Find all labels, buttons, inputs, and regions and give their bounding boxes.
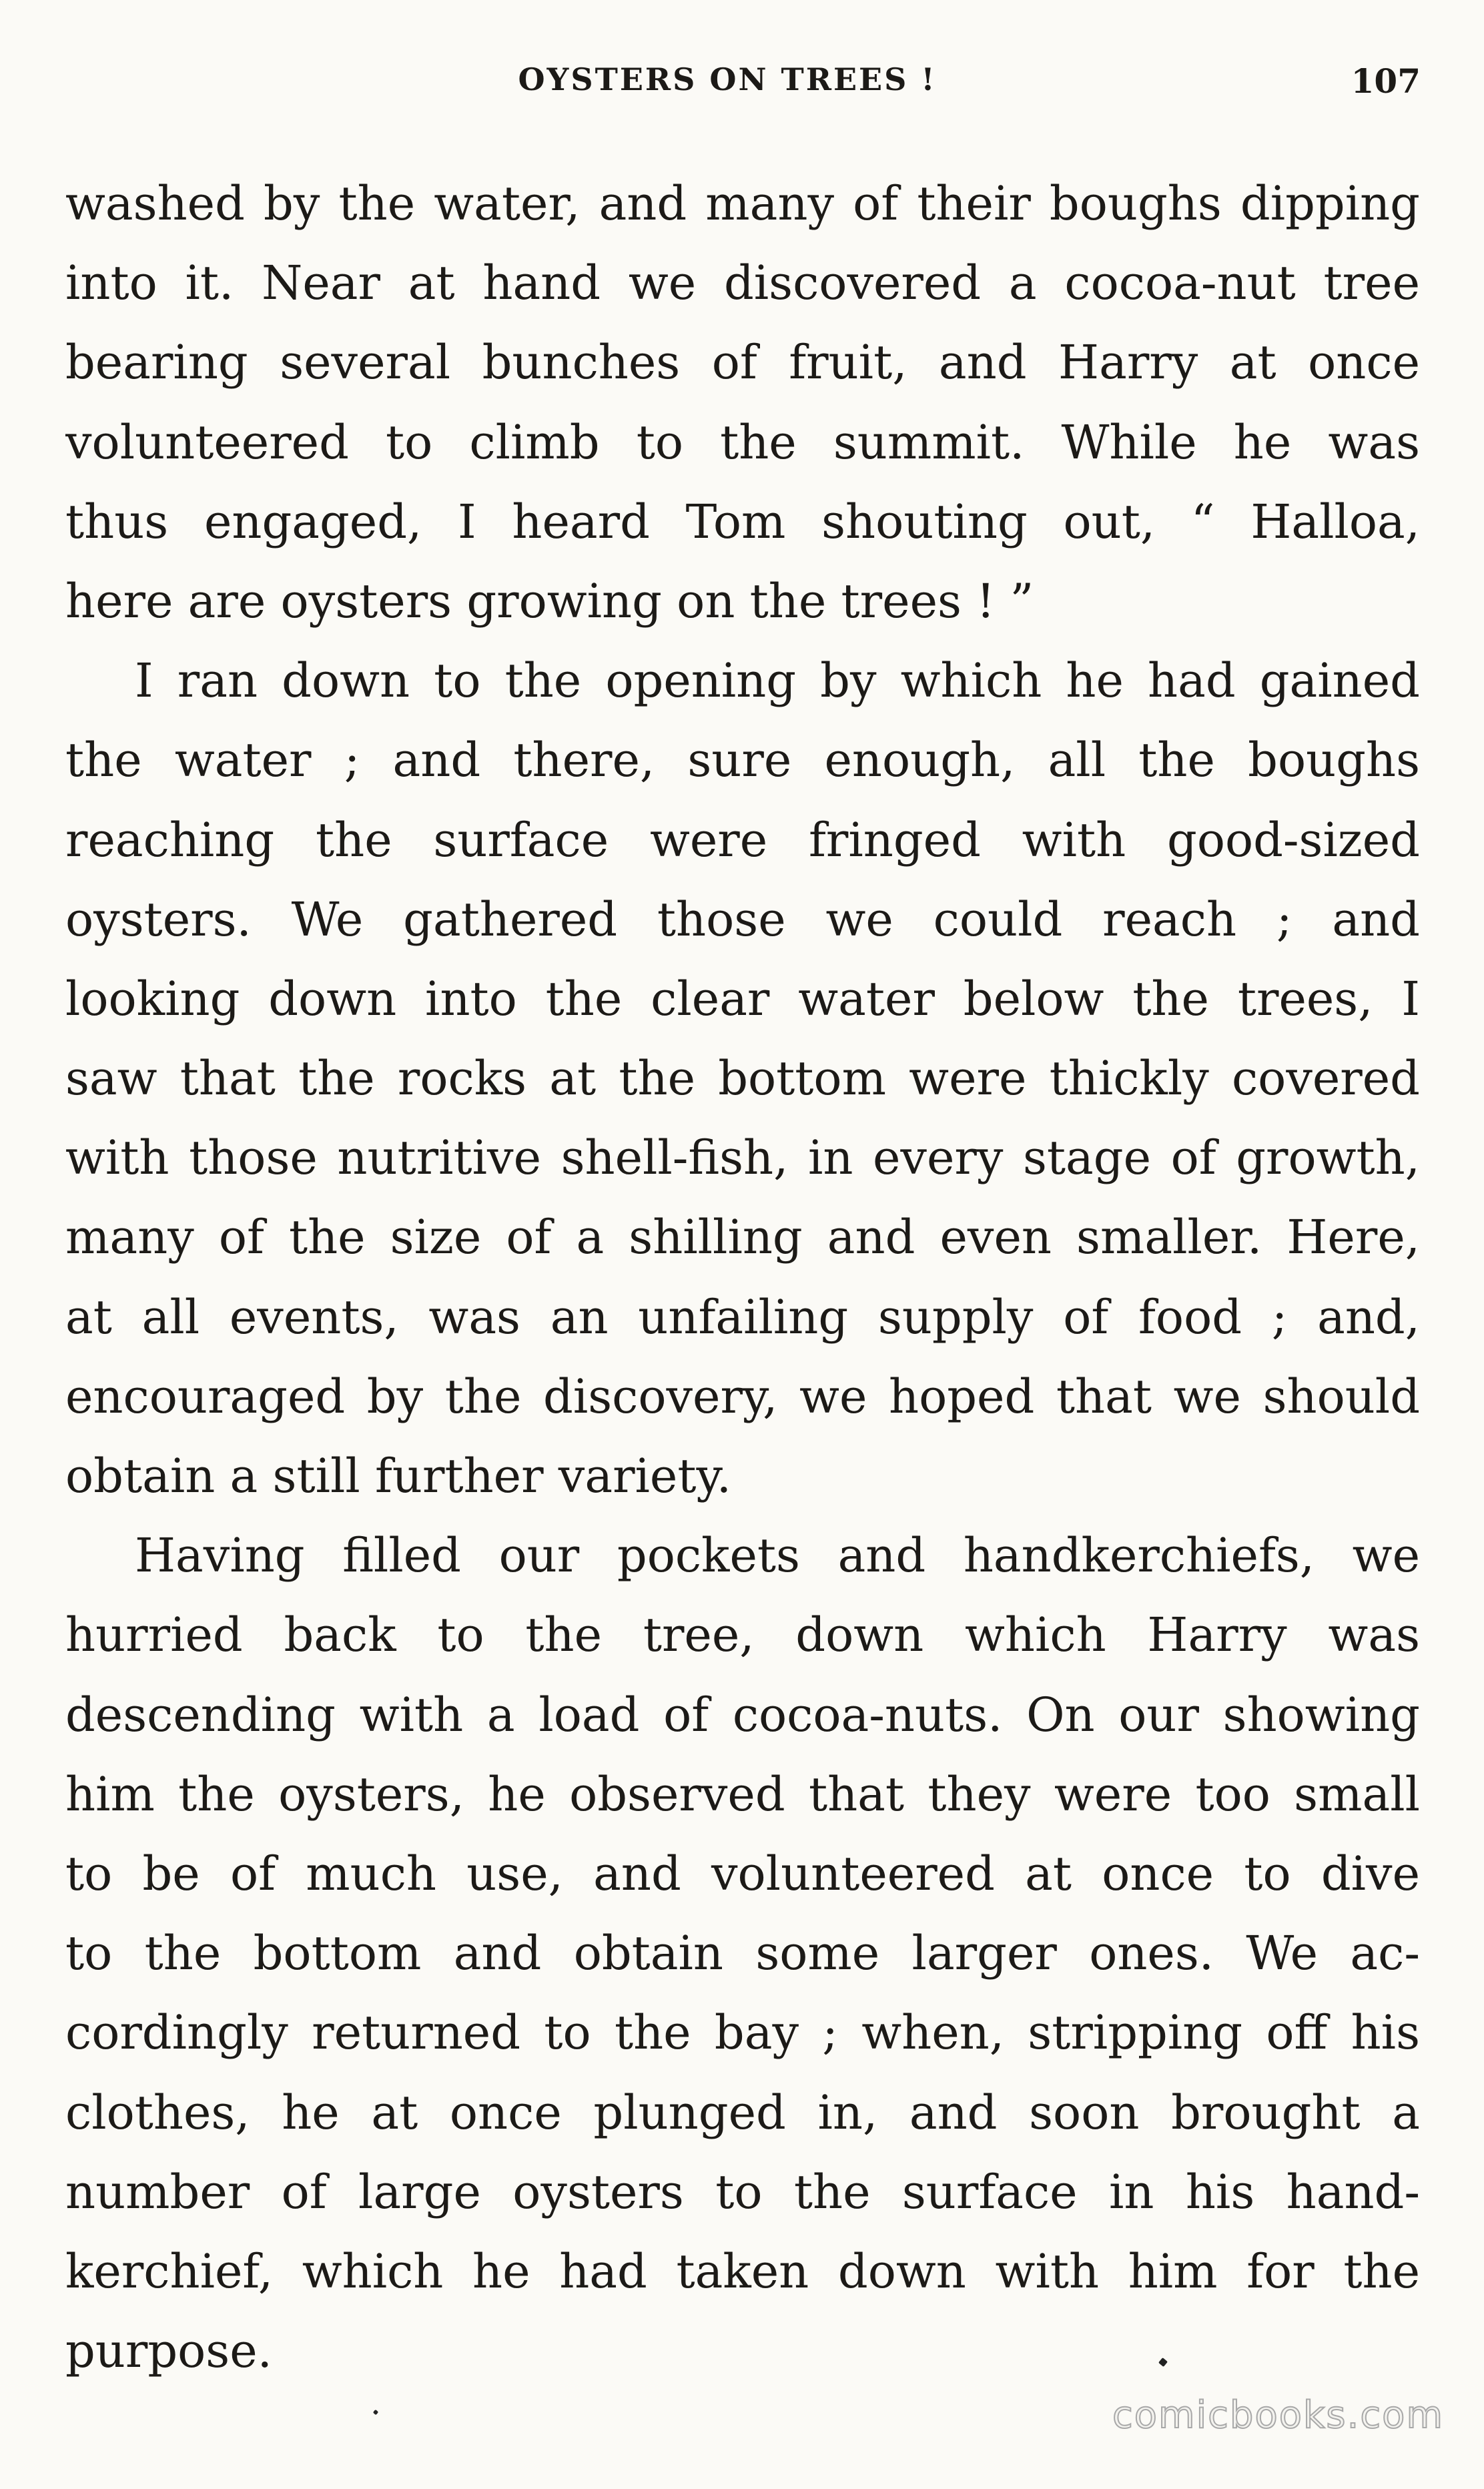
text-line: number of large oysters to the surface in his hand- [65,2164,1420,2219]
text-line: many of the size of a shilling and even smaller. Here, [65,1210,1420,1265]
text-line: here are oysters growing on the trees ! ” [65,573,1034,629]
ink-speck [373,2410,378,2415]
text-line: thus engaged, I heard Tom shouting out, “ Halloa, [65,494,1420,549]
text-line: purpose. [65,2324,272,2379]
text-line: at all events, was an unfailing supply of food ; and, [65,1289,1420,1345]
page-number: 107 [1351,61,1421,101]
watermark: comicbooks.com [1112,2394,1444,2437]
text-line: looking down into the clear water below the trees, I [65,971,1420,1026]
text-line: reaching the surface were fringed with good-sized [65,812,1420,867]
text-line: oysters. We gathered those we could reach ; and [65,892,1420,947]
text-line: I ran down to the opening by which he had gained [135,653,1420,709]
text-line: Having filled our pockets and handkerchiefs, we [135,1528,1420,1583]
text-line: clothes, he at once plunged in, and soon brought a [65,2085,1420,2140]
text-line: to the bottom and obtain some larger ones. We ac- [65,1926,1420,1981]
running-head: OYSTERS ON TREES ! [518,61,937,97]
text-line: him the oysters, he observed that they were too small [65,1766,1420,1822]
text-line: bearing several bunches of fruit, and Harry at once [65,335,1420,390]
text-line: hurried back to the tree, down which Harry was [65,1608,1420,1663]
body-text [65,164,1420,2391]
text-line: into it. Near at hand we discovered a cocoa-nut tree [65,256,1420,311]
text-line: the water ; and there, sure enough, all the boughs [65,733,1420,788]
text-line: cordingly returned to the bay ; when, stripping off his [65,2005,1420,2061]
text-line: kerchief, which he had taken down with him for the [65,2243,1420,2299]
text-line: descending with a load of cocoa-nuts. On our showing [65,1687,1420,1742]
text-line: volunteered to climb to the summit. While he was [65,414,1420,470]
text-line: washed by the water, and many of their boughs dipping [65,176,1420,231]
text-line: saw that the rocks at the bottom were thickly covered [65,1051,1420,1106]
text-line: encouraged by the discovery, we hoped that we should [65,1369,1420,1424]
text-line: to be of much use, and volunteered at once to dive [65,1846,1420,1901]
text-line: obtain a still further variety. [65,1449,731,1503]
text-line: with those nutritive shell-fish, in every stage of growth, [65,1130,1420,1186]
